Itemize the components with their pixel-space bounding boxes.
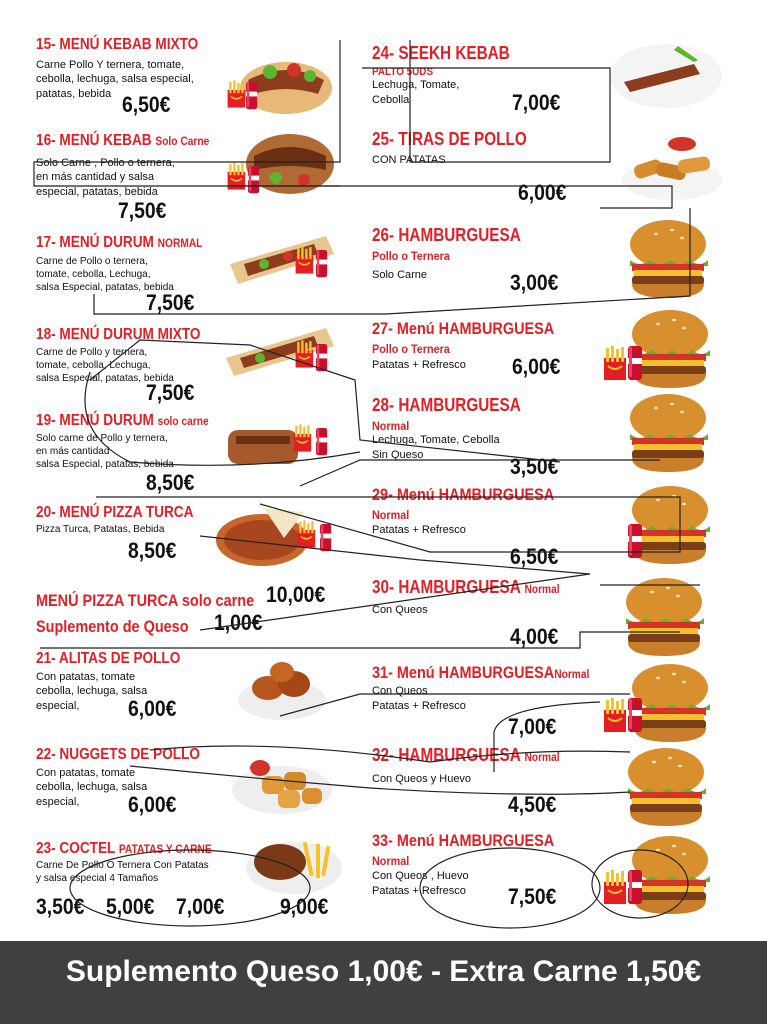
item-desc: Con patatas, tomate cebolla, lechuga, salsa especial, <box>36 766 148 809</box>
hamburger-image <box>626 748 710 828</box>
menu-item-26 <box>372 226 592 283</box>
item-title: 26- HAMBURGUESA <box>372 225 521 245</box>
item-price: 6,50€ <box>122 92 171 117</box>
item-price: 7,00€ <box>512 90 561 115</box>
hamburger-menu-image <box>600 836 714 916</box>
item-desc: Solo Carne <box>372 268 428 281</box>
menu-item-17 <box>36 234 256 294</box>
hamburger-menu-image <box>600 664 714 744</box>
coctel-price-4: 9,00€ <box>280 894 329 919</box>
pizza-solo-label: MENÚ PIZZA TURCA solo carne <box>36 591 255 610</box>
kebab-image <box>224 126 340 202</box>
item-desc: Carne de Pollo o ternera, tomate, cebolla, Lechuga, salsa Especial, patatas, bebida <box>36 255 174 293</box>
item-price: 7,50€ <box>508 884 557 909</box>
item-desc: Carne De Pollo O Ternera Con Patatas y salsa especial 4 Tamaños <box>36 859 209 884</box>
nuggets-image <box>230 738 334 818</box>
item-desc: Con Queos Patatas + Refresco <box>372 684 466 712</box>
item-price: 8,50€ <box>146 470 195 495</box>
menu-item-32 <box>372 746 612 787</box>
item-desc: Carne Pollo Y ternera, tomate, cebolla, lechuga, salsa especial, patatas, bebida <box>36 58 194 101</box>
menu-item-28 <box>372 396 592 462</box>
item-desc: Lechuga, Tomate, Cebolla <box>372 78 460 106</box>
item-price: 8,50€ <box>128 538 177 563</box>
item-desc: CON PATATAS <box>372 153 446 166</box>
item-title: 31- Menú HAMBURGUESANormal <box>372 663 590 682</box>
item-title: 27- Menú HAMBURGUESA <box>372 319 555 338</box>
item-subtitle: Pollo o Ternera <box>372 248 450 263</box>
item-price: 3,50€ <box>510 454 559 479</box>
coctel-price-2: 5,00€ <box>106 894 155 919</box>
item-title: 22- NUGGETS DE POLLO <box>36 746 200 763</box>
item-desc: Con Queos , Huevo Patatas + Refresco <box>372 869 469 897</box>
hamburger-image <box>628 220 710 300</box>
item-title: 21- ALITAS DE POLLO <box>36 650 181 667</box>
item-desc: Patatas + Refresco <box>372 523 466 536</box>
menu-item-25 <box>372 130 592 168</box>
item-desc: Con patatas, tomate cebolla, lechuga, salsa especial, <box>36 670 148 713</box>
item-price: 7,50€ <box>146 380 195 405</box>
item-title: 20- MENÚ PIZZA TURCA <box>36 504 194 521</box>
footer-bar <box>0 941 767 1024</box>
durum-image <box>224 230 340 292</box>
item-subtitle: PALTO 5UDS <box>372 65 434 78</box>
chicken-wings-image <box>236 650 330 724</box>
item-desc: Solo carne de Pollo y ternera, en más cantidad salsa Especial, patatas, bebida <box>36 432 174 470</box>
item-price: 6,00€ <box>512 354 561 379</box>
pizza-solo-price: 10,00€ <box>266 582 326 607</box>
durum-image <box>222 322 342 384</box>
item-price: 7,50€ <box>118 198 167 223</box>
item-desc: Lechuga, Tomate, Cebolla Sin Queso <box>372 433 500 461</box>
item-desc: Solo Carne , Pollo o ternera, en más cantidad y salsa especial, patatas, bebida <box>36 156 175 199</box>
durum-image <box>222 414 342 474</box>
item-title: 28- HAMBURGUESA <box>372 395 521 415</box>
item-title: 32- HAMBURGUESA Normal <box>372 745 560 765</box>
kebab-image <box>224 40 340 120</box>
item-price: 7,50€ <box>146 290 195 315</box>
item-price: 6,00€ <box>518 180 567 205</box>
item-price: 7,00€ <box>508 714 557 739</box>
item-title: 29- Menú HAMBURGUESA <box>372 485 555 504</box>
menu-item-23 <box>36 840 276 885</box>
item-desc: Con Queos y Huevo <box>372 772 472 785</box>
menu-item-30 <box>372 578 612 618</box>
hamburger-menu-image <box>600 310 714 390</box>
hamburger-menu-image <box>600 486 714 566</box>
hamburger-image <box>628 394 710 474</box>
item-price: 4,00€ <box>510 624 559 649</box>
pizza-turca-image <box>210 500 346 570</box>
item-desc: Carne de Pollo y ternera, tomate, cebolla, Lechuga, salsa Especial, patatas, bebida <box>36 346 174 384</box>
item-price: 6,50€ <box>510 544 559 569</box>
suplemento-price: 1,00€ <box>214 610 263 635</box>
item-price: 4,50€ <box>508 792 557 817</box>
item-subtitle: Pollo o Ternera <box>372 341 450 356</box>
item-desc: Pizza Turca, Patatas, Bebida <box>36 523 165 535</box>
item-desc: Con Queos <box>372 603 428 616</box>
hamburger-image <box>624 578 710 658</box>
item-title: 25- TIRAS DE POLLO <box>372 129 527 149</box>
chicken-strips-image <box>620 134 724 202</box>
item-price: 6,00€ <box>128 696 177 721</box>
item-subtitle: Normal <box>372 507 410 522</box>
menu-item-31 <box>372 664 632 713</box>
seekh-kebab-image <box>608 36 724 110</box>
item-title: 19- MENÚ DURUM solo carne <box>36 412 209 429</box>
item-title: 18- MENÚ DURUM MIXTO <box>36 326 201 343</box>
item-title: 17- MENÚ DURUM NORMAL <box>36 234 203 251</box>
item-title: 30- HAMBURGUESA Normal <box>372 577 560 597</box>
item-title: 33- Menú HAMBURGUESA <box>372 831 555 850</box>
footer-text: Suplemento Queso 1,00€ - Extra Carne 1,50€ <box>65 955 702 988</box>
item-title: 23- COCTEL PATATAS Y CARNE <box>36 840 212 857</box>
item-subtitle: Normal <box>372 418 410 433</box>
menu-item-29 <box>372 486 612 538</box>
item-title: 24- SEEKH KEBAB <box>372 43 510 63</box>
suplemento-label: Suplemento de Queso <box>36 617 189 636</box>
item-price: 3,00€ <box>510 270 559 295</box>
item-price: 6,00€ <box>128 792 177 817</box>
coctel-image <box>244 822 348 898</box>
menu-item-16 <box>36 132 256 200</box>
item-title: 15- MENÚ KEBAB MIXTO <box>36 36 199 53</box>
coctel-price-1: 3,50€ <box>36 894 85 919</box>
item-subtitle: Normal <box>372 853 410 868</box>
item-desc: Patatas + Refresco <box>372 358 466 371</box>
item-title: 16- MENÚ KEBAB Solo Carne <box>36 132 210 149</box>
coctel-price-3: 7,00€ <box>176 894 225 919</box>
menu-item-33 <box>372 832 612 898</box>
